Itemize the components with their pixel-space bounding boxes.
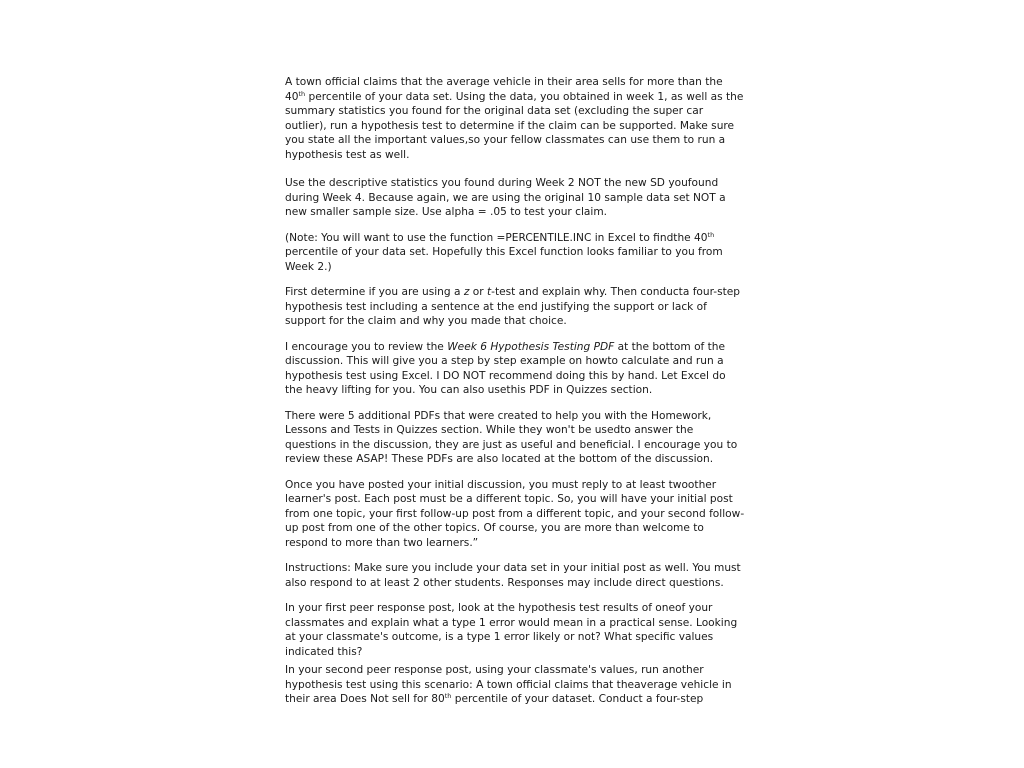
superscript: th xyxy=(707,230,715,239)
text: First determine if you are using a xyxy=(285,286,464,298)
paragraph-descriptive-stats: Use the descriptive statistics you found during Week 2 NOT the new SD youfound during Week 4. Because again, we are using the original 10 sample data set NOT a new smaller sample size. Use alpha = .05 to test your claim. xyxy=(285,177,726,218)
paragraph-instructions: Instructions: Make sure you include your data set in your initial post as well. You must also respond to at least 2 other students. Responses may include direct questions. xyxy=(285,562,741,589)
text: percentile of your data set. Using the data, you obtained in week 1, as well as the summary statistics you found for the original data set (excluding the super car outlier), run a hypothesis test to determine if the claim can be supported. Make sure you state all the important values,so your fellow classmates can use them to run a hypothesis test as well. xyxy=(285,90,744,161)
text: percentile of your data set. Hopefully this Excel function looks familiar to you from Week 2.) xyxy=(285,246,723,273)
superscript: th xyxy=(444,692,452,700)
text: In your second peer response post, using your classmate's values, run another hypothesis test using this scenario: A town official claims that theaverage vehicle in their area Does Not sell for 80 xyxy=(285,664,732,705)
superscript: th xyxy=(298,89,306,98)
paragraph-replies: Once you have posted your initial discussion, you must reply to at least twoother learner's post. Each post must be a different topic. So, you will have your initial post from one topic, your first follow-up post from a different topic, and your second follow-up post from one of the other topics. Of course, you are more than welcome to respond to more than two learners.” xyxy=(285,478,745,549)
paragraph-note xyxy=(285,231,745,275)
paragraph-additional-pdfs: There were 5 additional PDFs that were created to help you with the Homework, Lessons and Tests in Quizzes section. While they won't be usedto answer the questions in the discussion, they are just as useful and beneficial. I encourage you to review these ASAP! These PDFs are also located at the bottom of the discussion. xyxy=(285,409,738,465)
text: percentile of your dataset. Conduct a four-step xyxy=(451,693,704,705)
italic-t: t xyxy=(486,286,492,298)
text: -test and explain why. Then conducta four-step hypothesis test including a sentence at the end justifying the support or lack of support for the claim and why you made that choice. xyxy=(285,286,741,327)
text: at the bottom of the discussion. This will give you a step by step example on howto calculate and run a hypothesis test using Excel. I DO NOT recommend doing this by hand. Let Excel do the heavy lifting for you. You can also usethis PDF in Quizzes section. xyxy=(285,340,726,396)
paragraph-claim xyxy=(285,75,745,162)
paragraph-test-type xyxy=(285,285,745,329)
text: A town official claims that the average vehicle in their area sells for more than the 40 xyxy=(285,76,723,103)
paragraph-review-pdf xyxy=(285,340,745,398)
text: I encourage you to review the xyxy=(285,340,448,353)
document-page xyxy=(285,75,745,707)
paragraph-first-peer-response: In your first peer response post, look at the hypothesis test results of oneof your classmates and explain what a type 1 error would mean in a practical sense. Looking at your classmate's outcome, is a type 1 error likely or not? What specific values indicated this? xyxy=(285,602,738,658)
italic-z: z xyxy=(463,286,470,298)
text: (Note: You will want to use the function =PERCENTILE.INC in Excel to findthe 40 xyxy=(285,231,708,244)
text: or xyxy=(469,286,487,298)
pdf-title: Week 6 Hypothesis Testing PDF xyxy=(447,340,615,353)
paragraph-second-peer-response xyxy=(285,663,745,707)
